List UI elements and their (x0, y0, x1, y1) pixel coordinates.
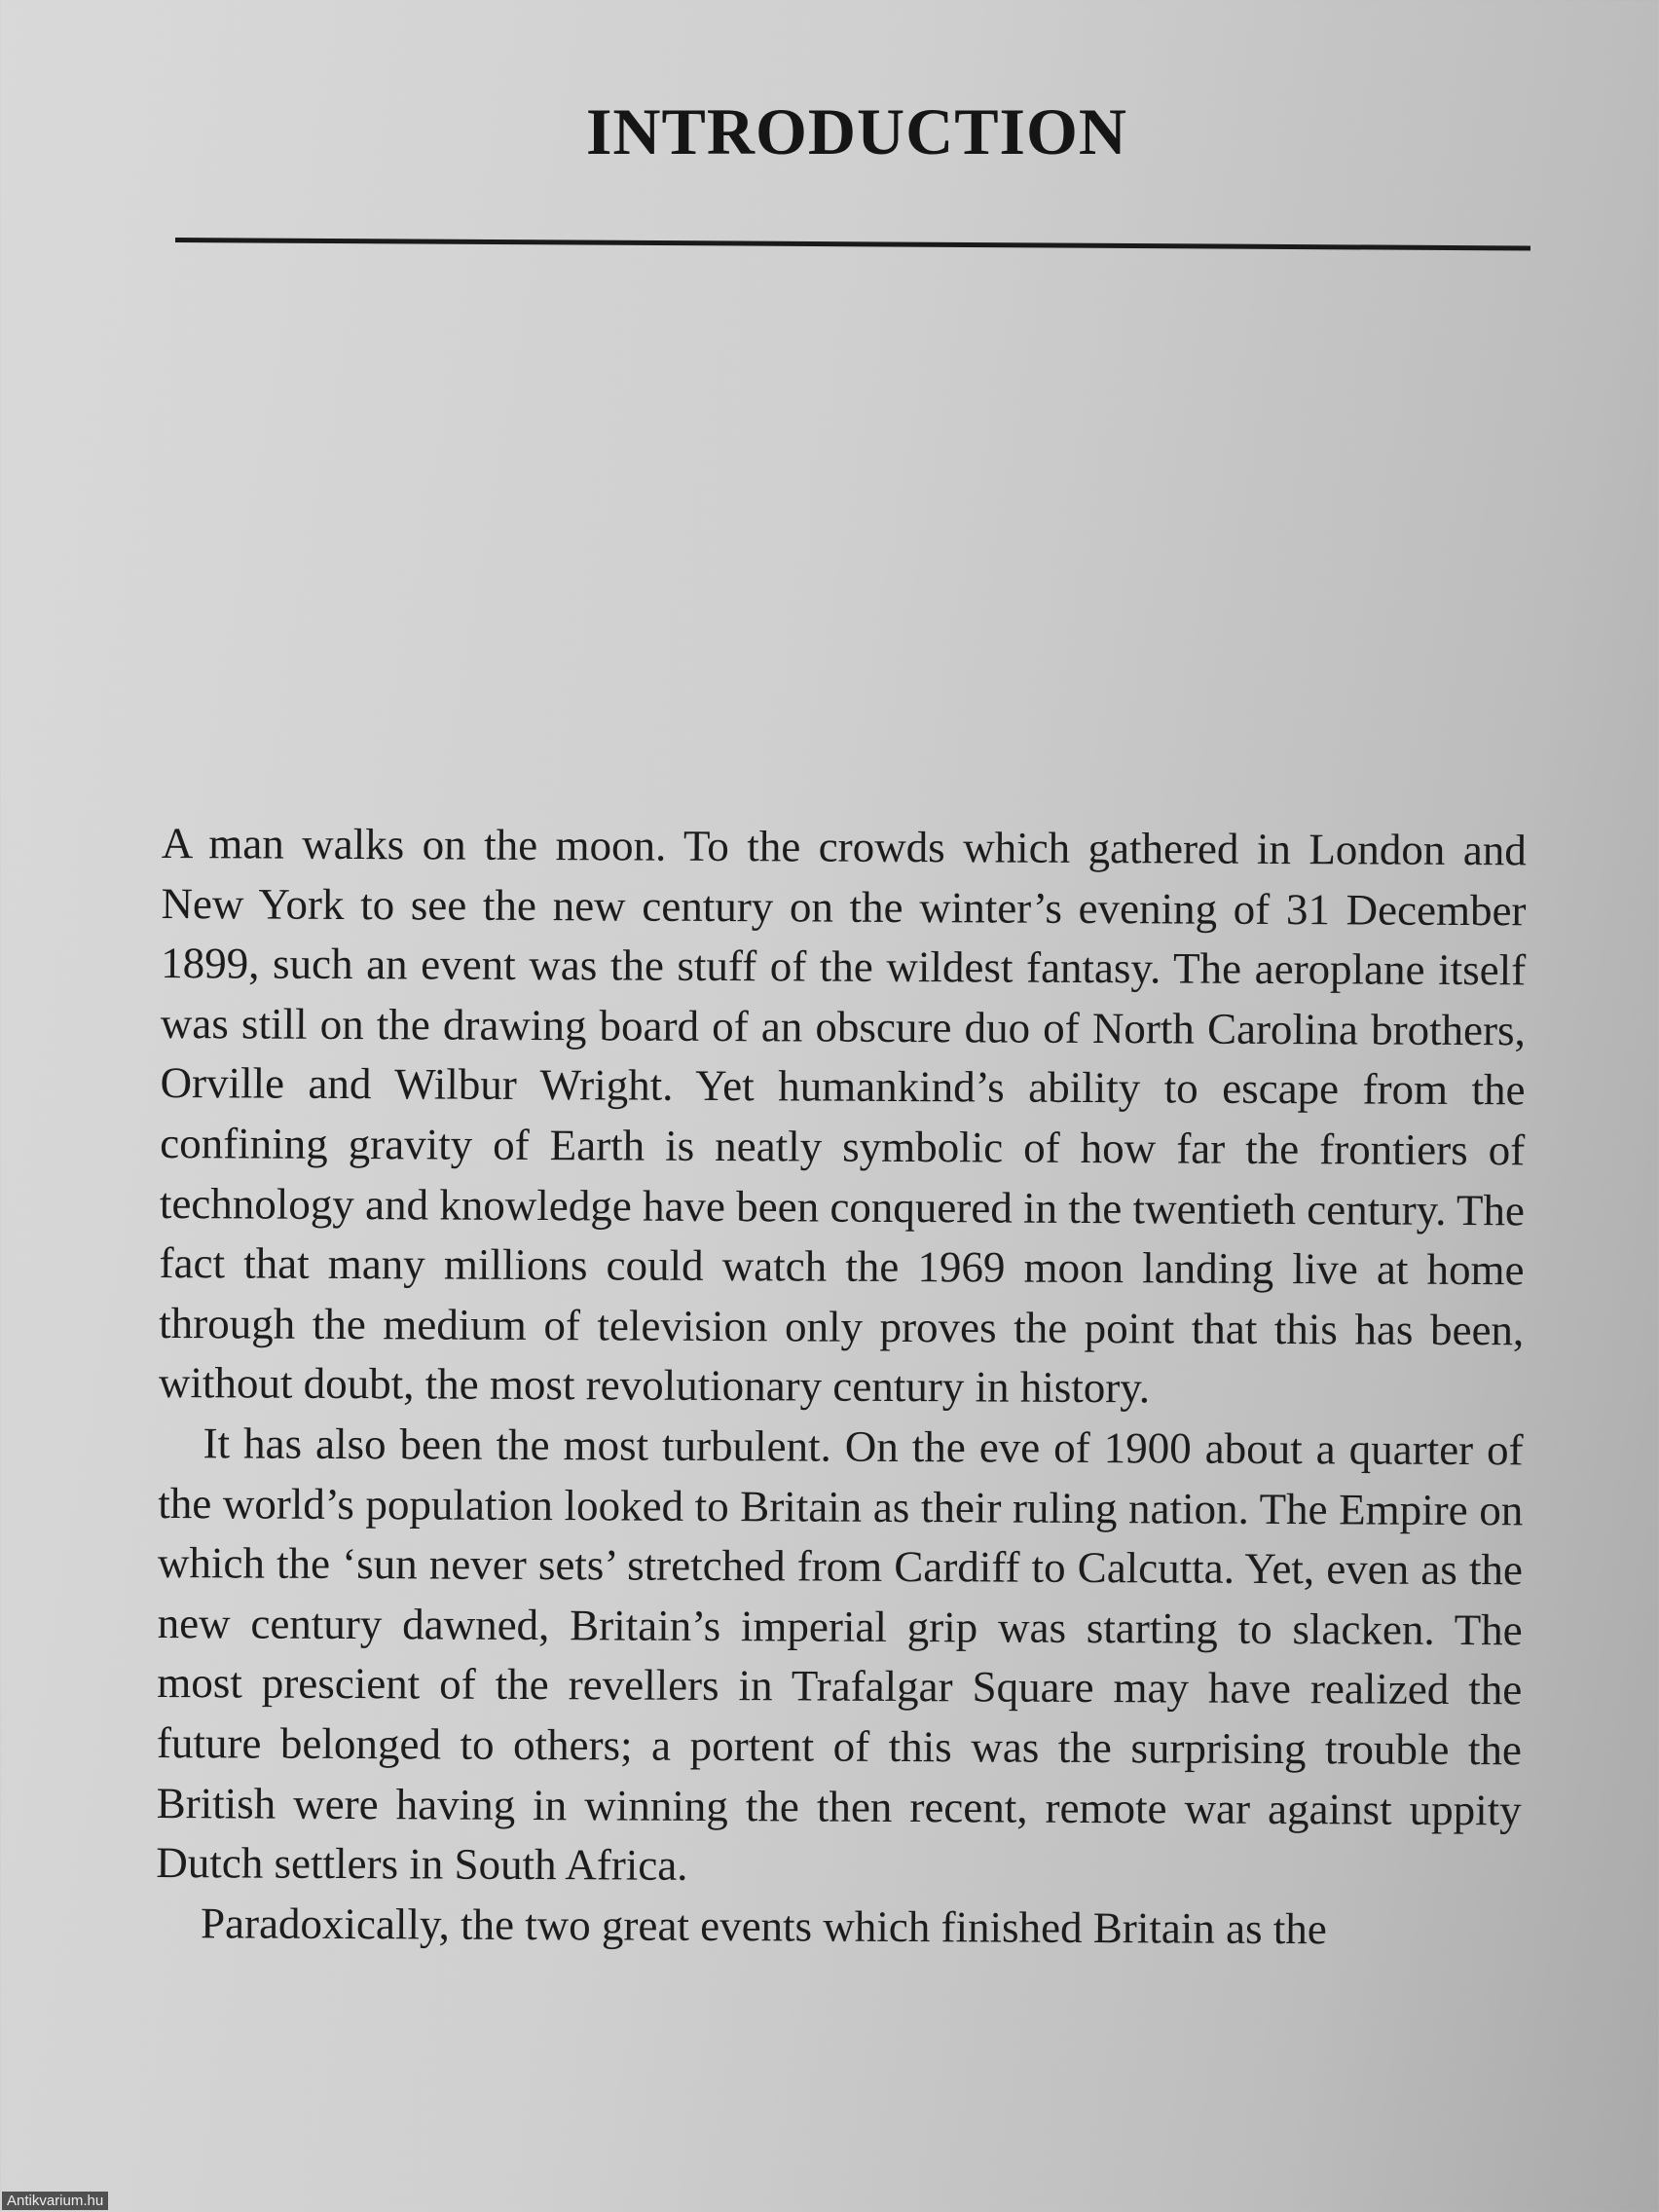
body-text (156, 814, 1527, 1961)
paragraph-turbulent: It has also been the most turbulent. On the eve of 1900 about a quarter of the world’s population looked to Britain as their ruling nation. The Empire on which the ‘sun never sets’ stretched from Cardiff to Calcutta. Yet, even as the new century dawned, Britain’s imperial grip was starting to slacken. The most prescient of the revellers in Trafalgar Square may have realized the future belonged to others; a portent of this was the surprising trouble the British were having in winning the then recent, remote war against uppity Dutch settlers in South Africa. (156, 1419, 1524, 1890)
paragraph-moon: A man walks on the moon. To the crowds which gathered in London and New York to see the new century on the winter’s evening of 31 December 1899, such an event was the stuff of the wildest fantasy. The aeroplane itself was still on the drawing board of an obscure duo of North Carolina brothers, Orville and Wilbur Wright. Yet humankind’s ability to escape from the confining gravity of Earth is neatly symbolic of how far the frontiers of technology and knowledge have been conquered in the twentieth century. The fact that many millions could watch the 1969 moon landing live at home through the medium of television only proves the point that this has been, without doubt, the most revolutionary century in history. (158, 818, 1527, 1413)
page-title: INTRODUCTION (585, 94, 1128, 168)
paragraph-paradoxically: Paradoxically, the two great events which finished Britain as the (200, 1898, 1327, 1953)
source-watermark: Antikvarium.hu (2, 2192, 108, 2210)
title-rule-divider (175, 238, 1530, 251)
